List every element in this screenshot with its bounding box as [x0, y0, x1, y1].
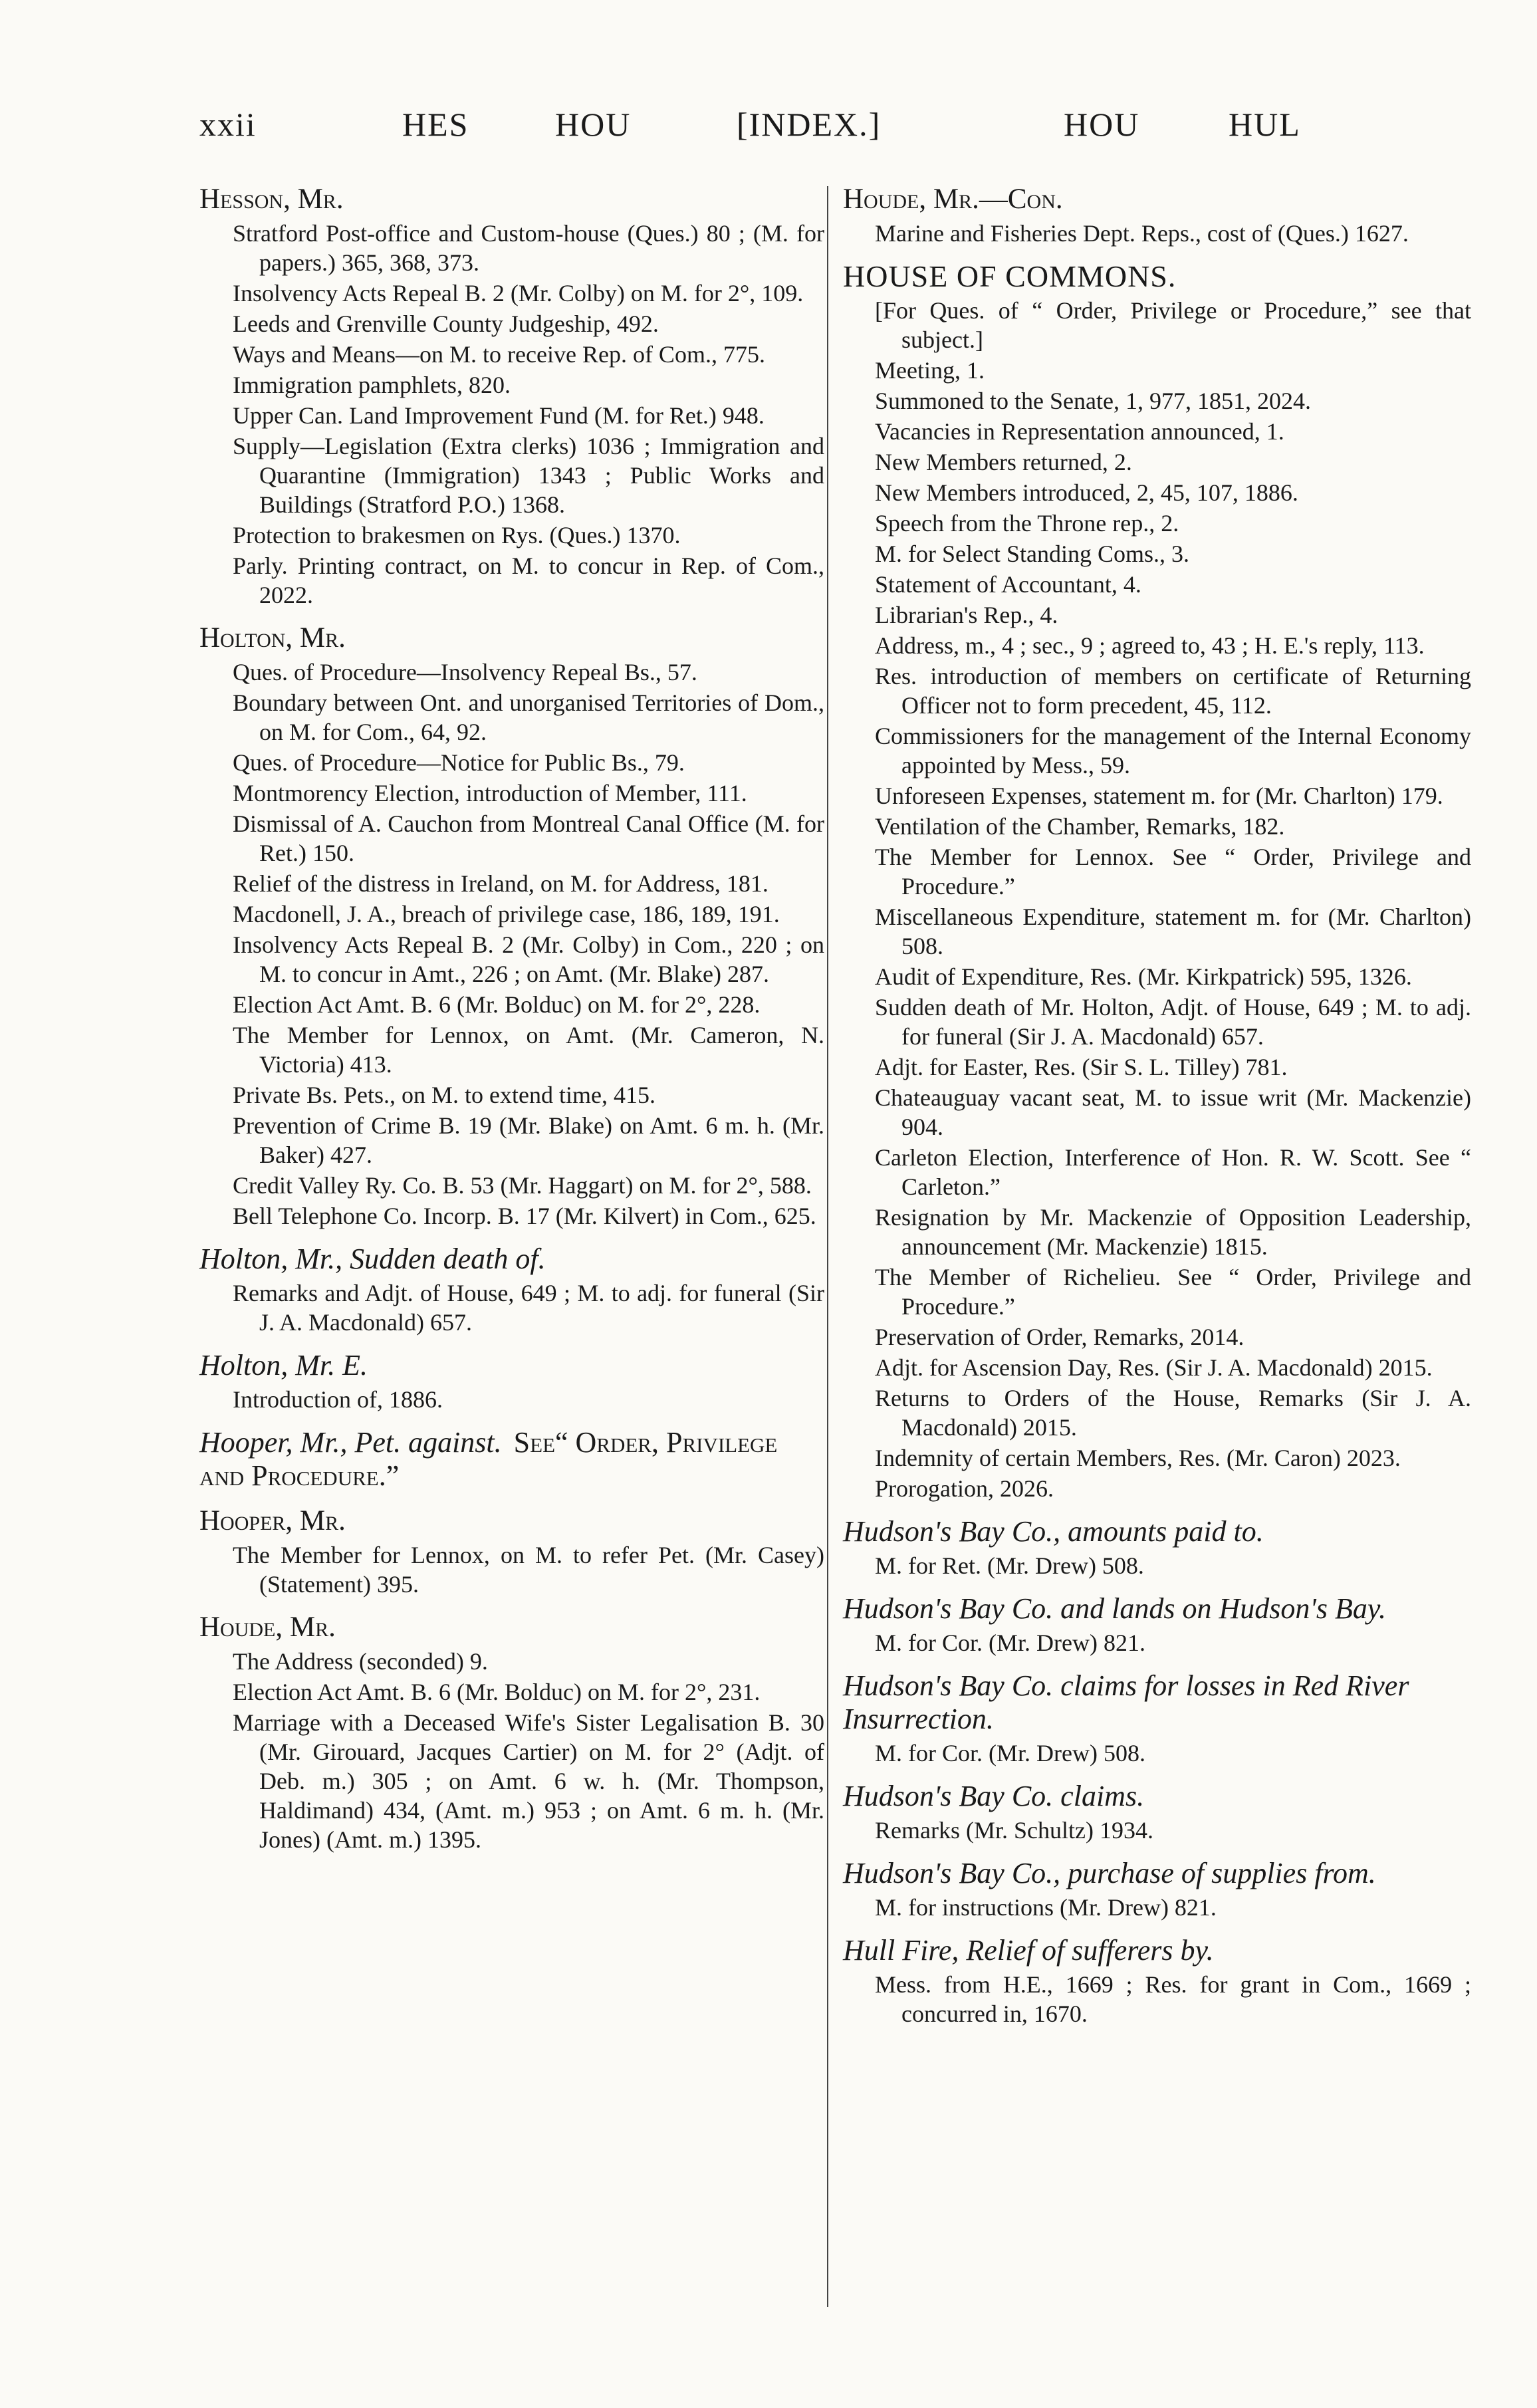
entry-subitem: Marriage with a Deceased Wife's Sister Legalisation B. 30 (Mr. Girouard, Jacques Cartier) on M. for 2° (Adjt. of Deb. m.) 305 ; on Amt. 6 w. h. (Mr. Thompson, Haldimand) 434, (Amt. m.) 953 ; on Amt. 6 m. h. (Mr. Jones) (Amt. m.) 1395. [233, 1709, 824, 1853]
entry-subitem: Meeting, 1. [875, 357, 985, 384]
entry-subitem: Summoned to the Senate, 1, 977, 1851, 2024. [875, 388, 1311, 414]
index-entry [843, 1592, 1471, 1657]
entry-subitem: Preservation of Order, Remarks, 2014. [875, 1324, 1244, 1350]
index-entry [843, 1857, 1471, 1922]
entry-subitem: Dismissal of A. Cauchon from Montreal Canal Office (M. for Ret.) 150. [233, 810, 824, 866]
index-entry [199, 1243, 824, 1337]
entry-subitem: Vacancies in Representation announced, 1. [875, 418, 1284, 445]
index-entry [843, 1669, 1471, 1768]
entry-subitem: Mess. from H.E., 1669 ; Res. for grant in Com., 1669 ; concurred in, 1670. [875, 1971, 1471, 2027]
entry-heading [843, 183, 1471, 216]
entry-heading [199, 1426, 824, 1493]
running-header [0, 105, 1537, 152]
entry-subitem: Chateauguay vacant seat, M. to issue writ (Mr. Mackenzie) 904. [875, 1084, 1471, 1140]
entry-subitem: Returns to Orders of the House, Remarks (Sir J. A. Macdonald) 2015. [875, 1385, 1471, 1441]
entry-heading [843, 1780, 1471, 1813]
index-entry [843, 1780, 1471, 1845]
entry-subitem: Upper Can. Land Improvement Fund (M. for Ret.) 948. [233, 402, 765, 429]
entry-subitem: Remarks (Mr. Schultz) 1934. [875, 1817, 1153, 1844]
entry-subitem: Leeds and Grenville County Judgeship, 492. [233, 310, 659, 337]
entry-heading [843, 1934, 1471, 1967]
entry-subitem: The Member for Lennox. See “ Order, Privilege and Procedure.” [875, 844, 1471, 900]
entry-subitem: M. for Ret. (Mr. Drew) 508. [875, 1552, 1144, 1579]
entry-subitem: Stratford Post-office and Custom-house (Ques.) 80 ; (M. for papers.) 365, 368, 373. [233, 220, 824, 276]
entry-subitem: M. for Cor. (Mr. Drew) 821. [875, 1629, 1145, 1656]
entry-subitem: Ques. of Procedure—Insolvency Repeal Bs., 57. [233, 659, 697, 685]
index-entry [843, 260, 1471, 1503]
entry-subitem: Indemnity of certain Members, Res. (Mr. Caron) 2023. [875, 1445, 1401, 1471]
entry-heading-text: Hesson, Mr. [199, 183, 344, 215]
entry-subitem: Miscellaneous Expenditure, statement m. for (Mr. Charlton) 508. [875, 903, 1471, 959]
entry-subitem: Ventilation of the Chamber, Remarks, 182. [875, 813, 1285, 840]
entry-subitem: Insolvency Acts Repeal B. 2 (Mr. Colby) on M. for 2°, 109. [233, 280, 804, 306]
index-entry [199, 1426, 824, 1493]
entry-subitem: Parly. Printing contract, on M. to concur in Rep. of Com., 2022. [233, 552, 824, 608]
entry-subitem: New Members returned, 2. [875, 449, 1132, 475]
entry-subitem: Ques. of Procedure—Notice for Public Bs., 79. [233, 749, 685, 776]
entry-heading [199, 622, 824, 655]
entry-subitem: Unforeseen Expenses, statement m. for (Mr. Charlton) 179. [875, 783, 1443, 809]
guide-word-left-1: HES [402, 106, 469, 143]
entry-subitem: M. for Cor. (Mr. Drew) 508. [875, 1740, 1145, 1766]
entry-heading-text: Hudson's Bay Co. claims. [843, 1780, 1145, 1812]
entry-subitem: Insolvency Acts Repeal B. 2 (Mr. Colby) in Com., 220 ; on M. to concur in Amt., 226 ; on Amt. (Mr. Blake) 287. [233, 931, 824, 987]
entry-heading-text: Hudson's Bay Co., purchase of supplies from. [843, 1857, 1376, 1889]
entry-heading [199, 1243, 824, 1276]
entry-heading [843, 1592, 1471, 1625]
index-entry [199, 1349, 824, 1414]
entry-subitem: Librarian's Rep., 4. [875, 602, 1058, 628]
entry-subitem: Montmorency Election, introduction of Member, 111. [233, 780, 747, 806]
index-entry [199, 1505, 824, 1599]
entry-subitem: Speech from the Throne rep., 2. [875, 510, 1179, 537]
entry-heading [199, 1349, 824, 1382]
entry-subitem: New Members introduced, 2, 45, 107, 1886. [875, 479, 1298, 506]
entry-subitem: Resignation by Mr. Mackenzie of Opposition Leadership, announcement (Mr. Mackenzie) 1815. [875, 1204, 1471, 1260]
entry-subitem: Introduction of, 1886. [233, 1386, 443, 1413]
entry-heading [199, 1505, 824, 1538]
entry-subitem: Ways and Means—on M. to receive Rep. of Com., 775. [233, 341, 765, 368]
index-entry [843, 183, 1471, 248]
entry-subitem: Macdonell, J. A., breach of privilege case, 186, 189, 191. [233, 901, 780, 927]
index-entry [199, 622, 824, 1231]
entry-heading-text: Houde, Mr. [199, 1612, 336, 1643]
entry-heading-text: Houde, Mr.—Con. [843, 183, 1063, 215]
column-divider [827, 186, 828, 2307]
entry-subitem: Statement of Accountant, 4. [875, 571, 1141, 598]
entry-heading-text: Hooper, Mr. [199, 1505, 346, 1536]
entry-heading [843, 1669, 1471, 1736]
entry-heading [199, 1611, 824, 1644]
entry-subitem: Prorogation, 2026. [875, 1475, 1054, 1502]
entry-subitem: Boundary between Ont. and unorganised Territories of Dom., on M. for Com., 64, 92. [233, 689, 824, 745]
entry-subitem: Res. introduction of members on certificate of Returning Officer not to form precedent, 45, 112. [875, 663, 1471, 719]
index-entry [843, 1934, 1471, 2028]
entry-subitem: Sudden death of Mr. Holton, Adjt. of House, 649 ; M. to adj. for funeral (Sir J. A. Macdonald) 657. [875, 994, 1471, 1050]
index-entry [199, 1611, 824, 1854]
entry-subitem: Carleton Election, Interference of Hon. R. W. Scott. See “ Carleton.” [875, 1144, 1471, 1200]
entry-heading [199, 183, 824, 216]
entry-subitem: Election Act Amt. B. 6 (Mr. Bolduc) on M. for 2°, 228. [233, 991, 761, 1018]
entry-subitem: Commissioners for the management of the Internal Economy appointed by Mess., 59. [875, 723, 1471, 779]
entry-subitem: Adjt. for Ascension Day, Res. (Sir J. A. Macdonald) 2015. [875, 1354, 1433, 1381]
entry-subitem: Private Bs. Pets., on M. to extend time, 415. [233, 1082, 655, 1108]
entry-subitem: Remarks and Adjt. of House, 649 ; M. to adj. for funeral (Sir J. A. Macdonald) 657. [233, 1280, 824, 1336]
entry-heading-text: Hull Fire, Relief of sufferers by. [843, 1934, 1214, 1967]
entry-subitem: The Member of Richelieu. See “ Order, Privilege and Procedure.” [875, 1264, 1471, 1320]
entry-heading [843, 260, 1471, 293]
entry-subitem: Prevention of Crime B. 19 (Mr. Blake) on Amt. 6 m. h. (Mr. Baker) 427. [233, 1112, 824, 1168]
entry-subitem: The Address (seconded) 9. [233, 1648, 488, 1675]
index-column-right [843, 183, 1471, 2030]
entry-subitem: Adjt. for Easter, Res. (Sir S. L. Tilley) 781. [875, 1054, 1288, 1080]
entry-subitem: Bell Telephone Co. Incorp. B. 17 (Mr. Kilvert) in Com., 625. [233, 1203, 816, 1229]
entry-subitem: Credit Valley Ry. Co. B. 53 (Mr. Haggart) on M. for 2°, 588. [233, 1172, 812, 1199]
entry-heading-text: HOUSE OF COMMONS. [843, 259, 1177, 293]
entry-note: [For Ques. of “ Order, Privilege or Procedure,” see that subject.] [875, 297, 1471, 353]
index-entry [843, 1515, 1471, 1580]
entry-heading [843, 1857, 1471, 1890]
entry-subitem: Supply—Legislation (Extra clerks) 1036 ; Immigration and Quarantine (Immigration) 1343 ; Public Works and Buildings (Stratford P.O.) 1368. [233, 433, 824, 518]
entry-subitem: Protection to brakesmen on Rys. (Ques.) 1370. [233, 522, 681, 548]
guide-word-left-2: HOU [555, 106, 632, 143]
entry-subitem: Marine and Fisheries Dept. Reps., cost of (Ques.) 1627. [875, 220, 1409, 247]
entry-subitem: Audit of Expenditure, Res. (Mr. Kirkpatrick) 595, 1326. [875, 963, 1412, 990]
entry-subitem: Relief of the distress in Ireland, on M. for Address, 181. [233, 870, 769, 897]
guide-word-right-2: HUL [1229, 106, 1301, 143]
entry-heading [843, 1515, 1471, 1548]
entry-heading-text: Holton, Mr. E. [199, 1349, 368, 1382]
entry-heading-text: Hudson's Bay Co., amounts paid to. [843, 1515, 1264, 1548]
entry-heading-text: Hudson's Bay Co. and lands on Hudson's Bay. [843, 1592, 1386, 1625]
entry-heading-text: Holton, Mr., Sudden death of. [199, 1243, 546, 1275]
entry-subitem: M. for Select Standing Coms., 3. [875, 541, 1189, 567]
index-entry [199, 183, 824, 610]
entry-subitem: Election Act Amt. B. 6 (Mr. Bolduc) on M. for 2°, 231. [233, 1679, 761, 1705]
see-reference: See“ Order, Privilege and Procedure.” [199, 1426, 778, 1492]
entry-subitem: The Member for Lennox, on Amt. (Mr. Cameron, N. Victoria) 413. [233, 1022, 824, 1078]
entry-heading-text: Hooper, Mr., Pet. against. [199, 1426, 502, 1459]
guide-word-right-1: HOU [1064, 106, 1140, 143]
header-center-title: [INDEX.] [737, 106, 882, 143]
entry-subitem: M. for instructions (Mr. Drew) 821. [875, 1894, 1217, 1921]
entry-heading-text: Hudson's Bay Co. claims for losses in Red River Insurrection. [843, 1669, 1409, 1735]
entry-subitem: Address, m., 4 ; sec., 9 ; agreed to, 43 ; H. E.'s reply, 113. [875, 632, 1425, 659]
entry-heading-text: Holton, Mr. [199, 622, 346, 654]
entry-subitem: Immigration pamphlets, 820. [233, 372, 511, 398]
entry-subitem: The Member for Lennox, on M. to refer Pet. (Mr. Casey) (Statement) 395. [233, 1542, 824, 1598]
index-column-left [199, 183, 824, 1856]
page-number: xxii [199, 106, 257, 143]
